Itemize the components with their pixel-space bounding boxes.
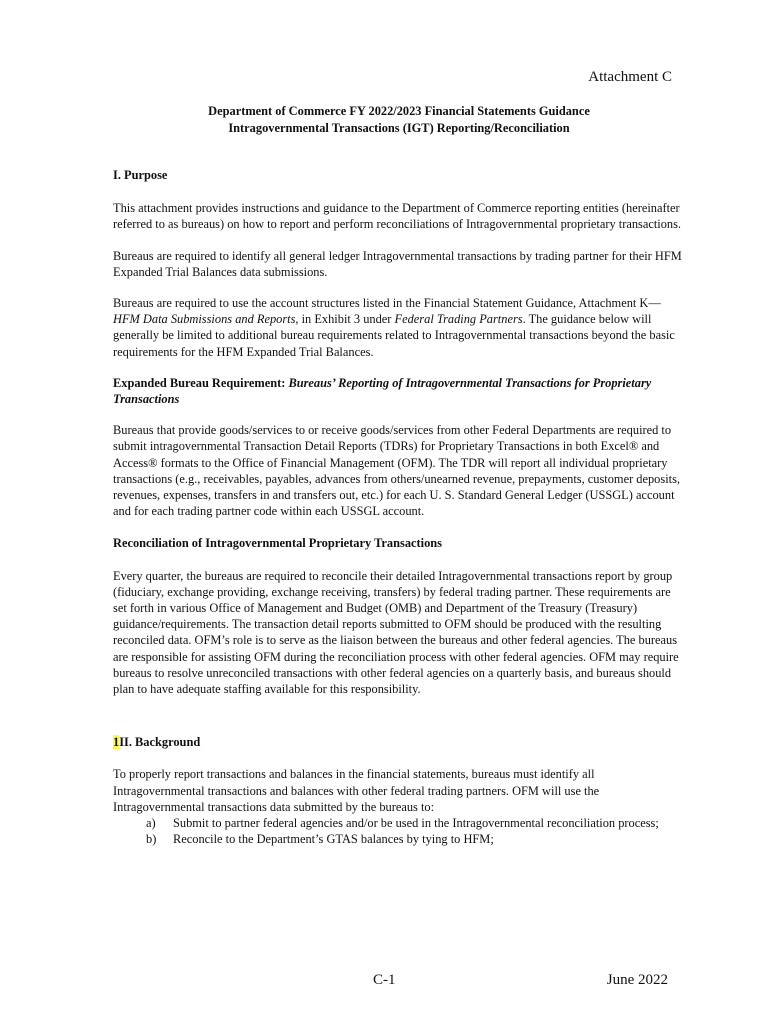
purpose-p3-text-e: . The guidance below will generally be limited to additional bureau requirements related to Intragovernmental transactions beyond the basic requirements for the HFM Expanded Trial Balances. (113, 312, 675, 359)
comment-anchor-marker: 1 (113, 735, 120, 750)
purpose-paragraph-2: Bureaus are required to identify all general ledger Intragovernmental transactions by trading partner for their HFM Expanded Trial Balances data submissions. (113, 248, 682, 279)
title-line-2: Intragovernmental Transactions (IGT) Reporting/Reconciliation (228, 121, 570, 135)
purpose-p3-reference-title: HFM Data Submissions and Reports (113, 312, 296, 327)
document-body (113, 167, 685, 848)
expanded-requirement-body: Bureaus that provide goods/services to or receive goods/services from other Federal Departments are required to submit intragovernmental Transaction Detail Reports (TDRs) for Proprietary Transactions in both Excel® and Access® formats to the Office of Financial Management (OFM). The TDR will report all individual proprietary transactions (e.g., receivables, payables, advances from others/unearned revenue, prepayments, customer deposits, revenues, expenses, transfers in and transfers out, etc.) for each U. S. Standard General Ledger (USSGL) account and for each trading partner code within each USSGL account. (113, 423, 681, 519)
list-item (146, 831, 685, 847)
title-line-1: Department of Commerce FY 2022/2023 Financial Statements Guidance (208, 104, 590, 118)
page-number: C-1 (373, 972, 396, 988)
purpose-p3-text-a: Bureaus are required to use the account structures listed in the Financial Statement Guidance, Attachment K— (113, 296, 661, 311)
background-intro: To properly report transactions and balances in the financial statements, bureaus must identify all Intragovernmental transactions and balances with other federal trading partners. OFM will use the Intragovernmental transactions data submitted by the bureaus to: (113, 767, 600, 814)
document-title (113, 103, 685, 137)
list-item-marker: a) (146, 816, 156, 831)
expanded-heading-label: Expanded Bureau Requirement: (113, 375, 289, 390)
footer-date: June 2022 (606, 972, 668, 988)
purpose-heading: I. Purpose (113, 168, 168, 182)
list-item (146, 815, 685, 831)
reconciliation-body: Every quarter, the bureaus are required to reconcile their detailed Intragovernmental transactions report by group (fiduciary, exchange providing, exchange receiving, transfers) by federal trading partner. These requirements are set forth in various Office of Management and Budget (OMB) and Department of the Treasury (Treasury) guidance/requirements. The transaction detail reports submitted to OFM should be produced with the resulting reconciled data. OFM’s role is to serve as the liaison between the bureaus and other federal agencies. The bureaus are responsible for assisting OFM during the reconciliation process with other federal agencies. OFM may require bureaus to resolve unreconciled transactions with other federal agencies on a quarterly basis, and bureaus should plan to have adequate staffing available for this responsibility. (113, 568, 679, 697)
reconciliation-heading: Reconciliation of Intragovernmental Proprietary Transactions (113, 536, 442, 551)
purpose-paragraph-3 (113, 295, 685, 360)
purpose-p3-exhibit-name: Federal Trading Partners (394, 312, 523, 327)
purpose-paragraph-1: This attachment provides instructions and guidance to the Department of Commerce reporting entities (hereinafter referred to as bureaus) on how to report and perform reconciliations of Intragovernmental proprietary transactions. (113, 201, 682, 232)
background-heading (113, 734, 685, 750)
list-item-marker: b) (146, 832, 157, 847)
expanded-heading-subject: Bureaus’ Reporting of Intragovernmental Transactions for Proprietary Transactions (113, 375, 652, 407)
attachment-label: Attachment C (588, 69, 672, 85)
background-heading-text: II. Background (119, 735, 201, 750)
purpose-p3-text-c: , in Exhibit 3 under (295, 312, 395, 327)
expanded-requirement-heading (113, 375, 685, 407)
list-item-text: Reconcile to the Department’s GTAS balances by tying to HFM; (173, 832, 494, 847)
list-item-text: Submit to partner federal agencies and/or be used in the Intragovernmental reconciliation process; (173, 816, 659, 831)
